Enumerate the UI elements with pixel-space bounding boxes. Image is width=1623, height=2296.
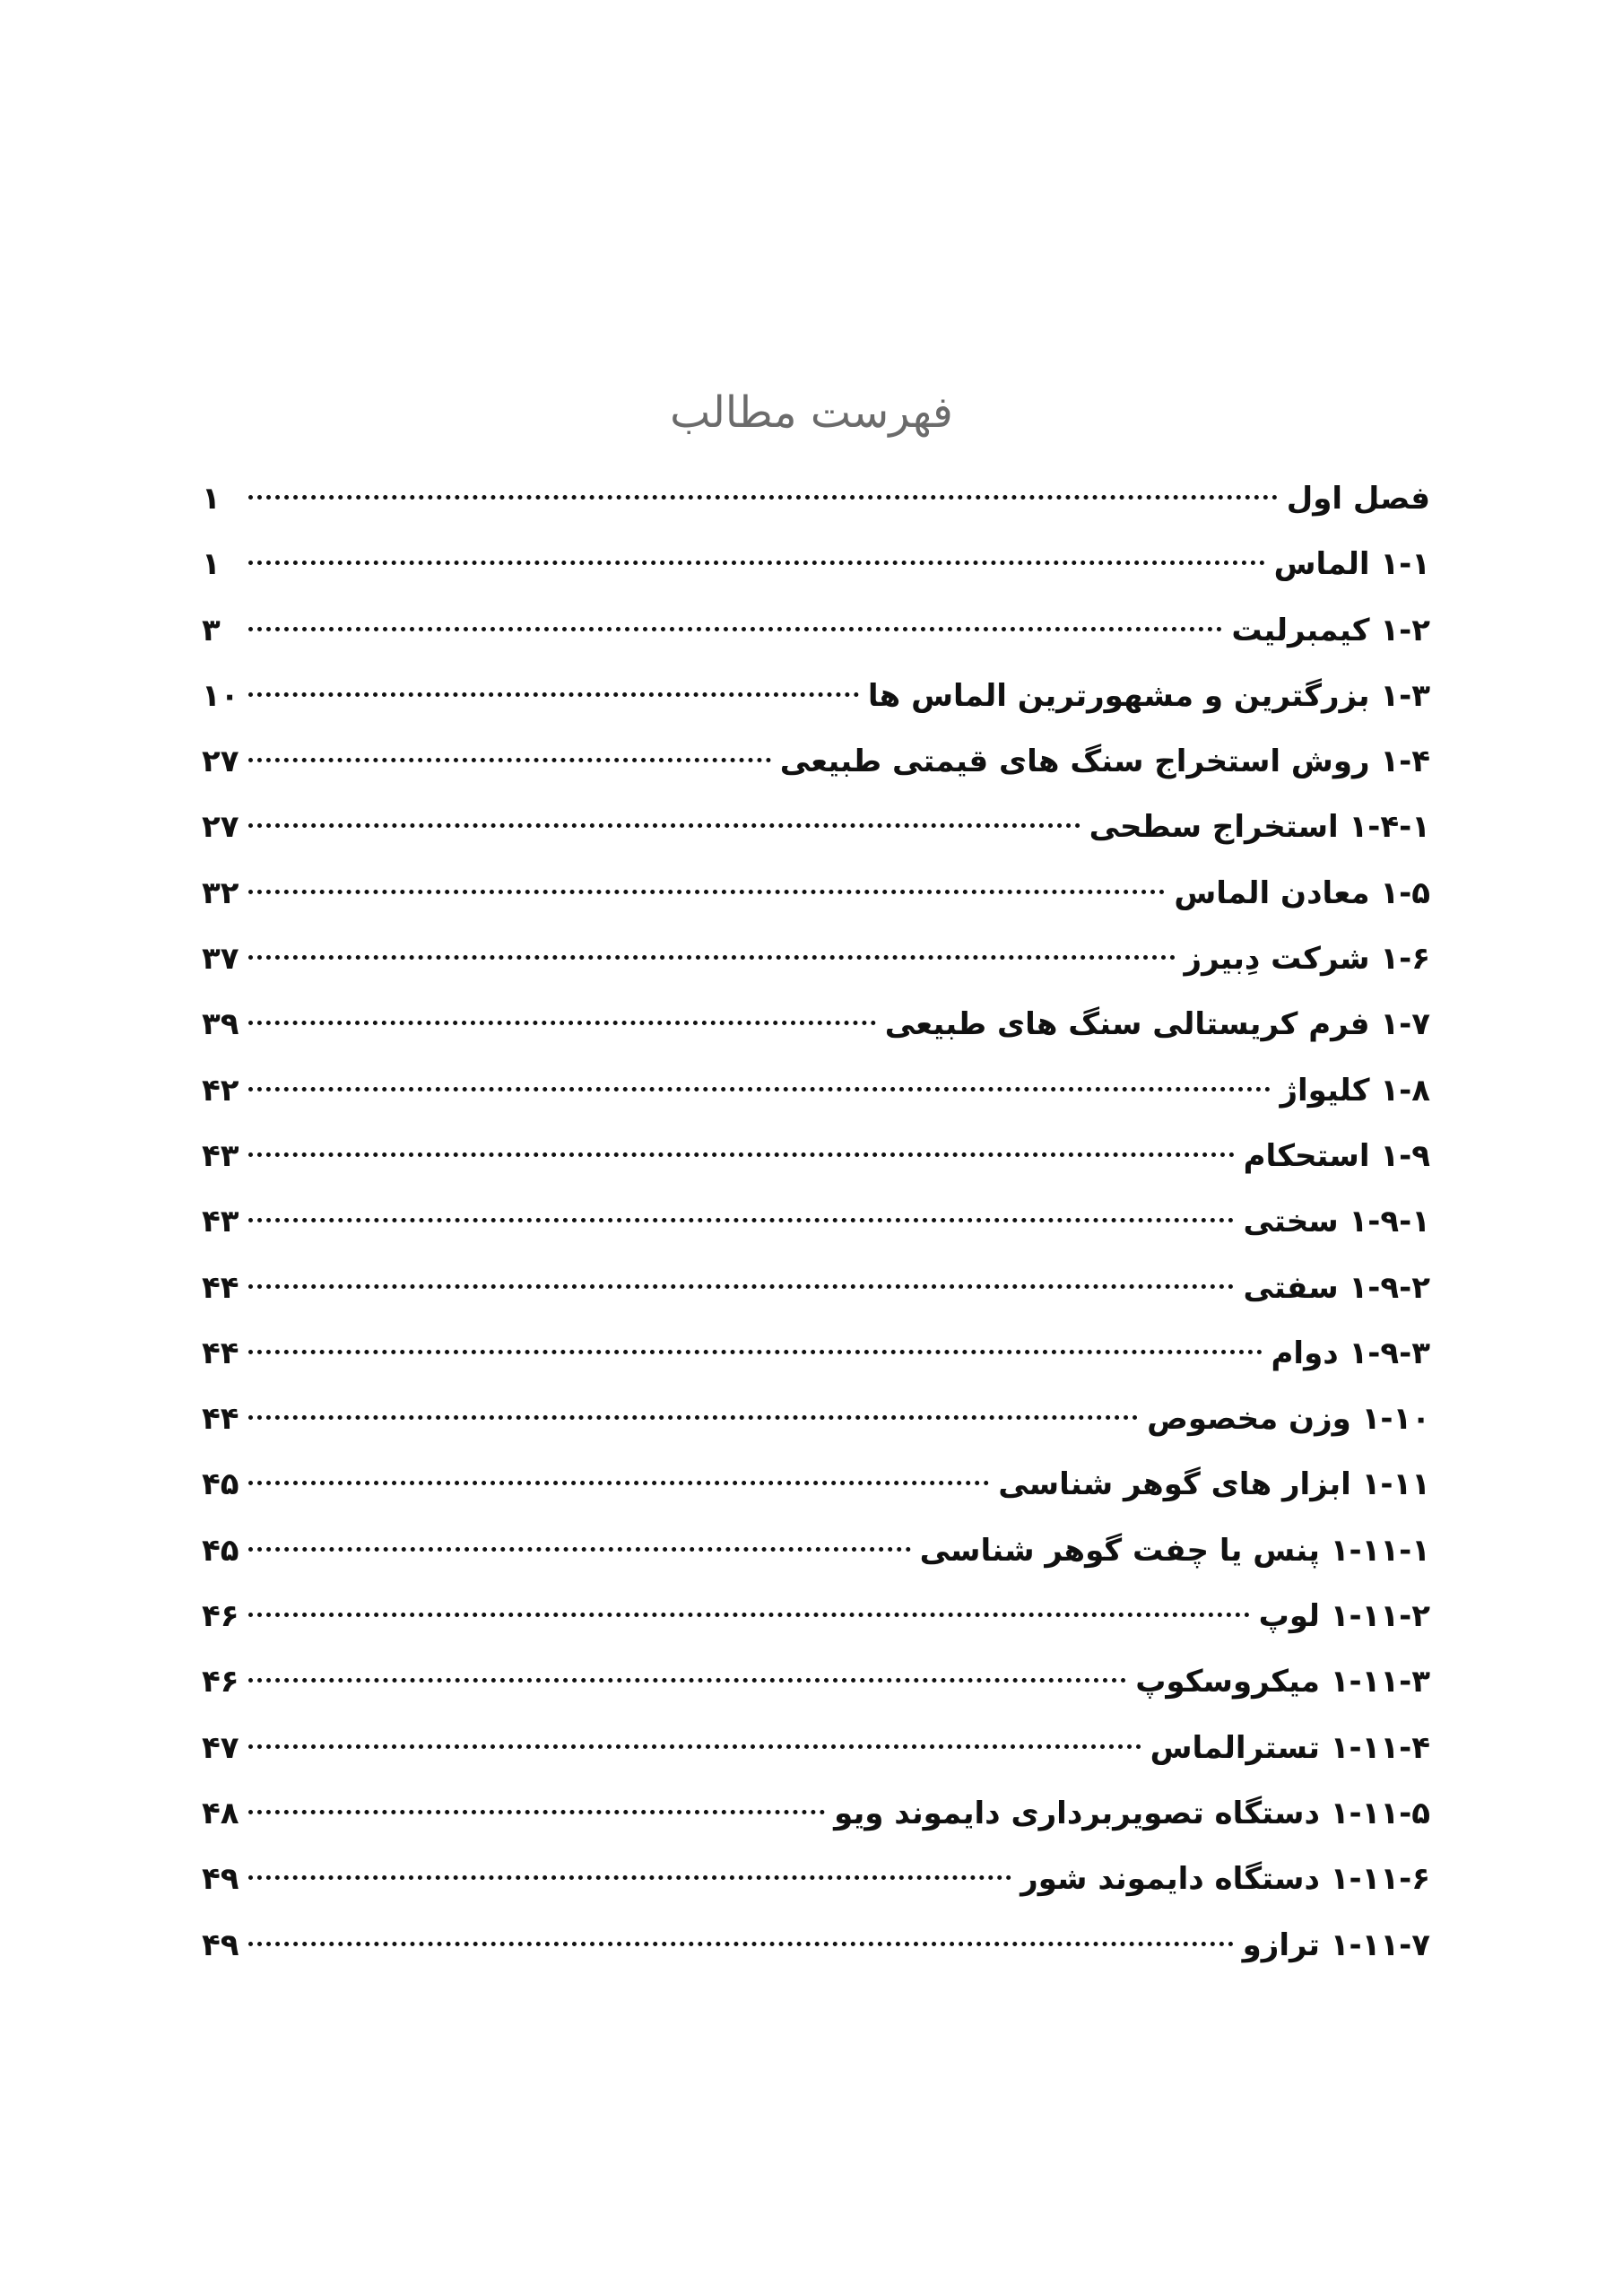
toc-entry-label: ۱-۹ استحکام	[1243, 1137, 1430, 1174]
toc-entry-page-number: ۴۹	[202, 1926, 239, 1963]
toc-entry-label: ۱-۳ بزرگترین و مشهورترین الماس ها	[867, 677, 1430, 714]
toc-entry-page-number: ۴۳	[202, 1137, 239, 1174]
dot-leader	[248, 561, 1265, 565]
toc-entry-label: ۱-۲ کیمبرلیت	[1231, 612, 1430, 648]
dot-leader	[248, 1875, 1011, 1880]
dot-leader	[248, 692, 859, 697]
dot-leader	[248, 955, 1176, 960]
toc-entry[interactable]	[202, 1518, 1430, 1584]
toc-entry-label: ۱-۱۱ ابزار های گوهر شناسی	[998, 1466, 1430, 1503]
dot-leader	[248, 1810, 825, 1814]
toc-entry[interactable]	[202, 664, 1430, 729]
dot-leader	[248, 1942, 1234, 1946]
toc-entry[interactable]	[202, 1256, 1430, 1321]
toc-entry-page-number: ۳۷	[202, 941, 239, 978]
toc-entry-page-number: ۴۹	[202, 1861, 239, 1898]
dot-leader	[248, 1087, 1271, 1091]
toc-entry-page-number: ۴۴	[202, 1401, 239, 1438]
toc-entry-page-number: ۴۳	[202, 1204, 239, 1240]
dot-leader	[248, 1744, 1141, 1749]
toc-entry[interactable]	[202, 598, 1430, 664]
dot-leader	[248, 495, 1278, 500]
toc-entry-label: فصل اول	[1286, 481, 1430, 517]
toc-entry-page-number: ۴۶	[202, 1664, 239, 1700]
toc-entry[interactable]	[202, 1913, 1430, 1979]
toc-entry-page-number: ۱	[202, 546, 221, 583]
toc-entry[interactable]	[202, 1189, 1430, 1255]
dot-leader	[248, 1613, 1250, 1617]
dot-leader	[248, 1547, 911, 1552]
toc-entry-label: ۱-۴-۱ استخراج سطحی	[1089, 809, 1430, 846]
dot-leader	[248, 758, 771, 762]
toc-entry-label: ۱-۱۱-۵ دستگاه تصویربرداری دایموند ویو	[834, 1795, 1430, 1831]
toc-entry[interactable]	[202, 1058, 1430, 1124]
toc-title: فهرست مطالب	[670, 387, 953, 438]
dot-leader	[248, 1021, 876, 1025]
toc-entry-label: ۱-۱۱-۱ پنس یا چفت گوهر شناسی	[919, 1532, 1430, 1569]
dot-leader	[248, 1415, 1138, 1420]
dot-leader	[248, 823, 1081, 828]
toc-entry-label: ۱-۱۰ وزن مخصوص	[1147, 1401, 1430, 1438]
toc-entry-label: ۱-۱۱-۶ دستگاه دایموند شور	[1020, 1861, 1430, 1898]
toc-entry-label: ۱-۴ روش استخراج سنگ های قیمتی طبیعی	[779, 744, 1430, 780]
toc-entry-page-number: ۳۲	[202, 874, 239, 911]
dot-leader	[248, 890, 1165, 894]
toc-entry-label: ۱-۶ شرکت دِبیرز	[1184, 941, 1430, 978]
toc-entry-label: ۱-۷ فرم کریستالی سنگ های طبیعی	[884, 1006, 1430, 1043]
toc-entry[interactable]	[202, 1649, 1430, 1715]
toc-entry-page-number: ۴۵	[202, 1466, 239, 1503]
toc-entry-label: ۱-۹-۳ دوام	[1271, 1335, 1430, 1371]
toc-entry-label: ۱-۱۱-۲ لوپ	[1258, 1598, 1430, 1635]
toc-entry-label: ۱-۹-۱ سختی	[1243, 1204, 1430, 1240]
toc-entry-page-number: ۴۸	[202, 1795, 239, 1831]
toc-entry-page-number: ۴۲	[202, 1072, 239, 1109]
toc-entry[interactable]	[202, 992, 1430, 1057]
toc-entry[interactable]	[202, 532, 1430, 597]
toc-entry[interactable]	[202, 1321, 1430, 1387]
dot-leader	[248, 1678, 1126, 1683]
toc-list	[202, 466, 1430, 1979]
toc-entry[interactable]	[202, 795, 1430, 860]
toc-entry-page-number: ۴۴	[202, 1335, 239, 1371]
dot-leader	[248, 1481, 989, 1485]
toc-entry-label: ۱-۱ الماس	[1273, 546, 1430, 583]
toc-entry[interactable]	[202, 1584, 1430, 1649]
toc-entry[interactable]	[202, 1716, 1430, 1781]
toc-entry-page-number: ۴۴	[202, 1269, 239, 1306]
toc-entry[interactable]	[202, 1124, 1430, 1189]
toc-entry-page-number: ۴۷	[202, 1729, 239, 1766]
toc-entry-page-number: ۴۶	[202, 1598, 239, 1635]
dot-leader	[248, 1350, 1263, 1354]
toc-entry[interactable]	[202, 926, 1430, 992]
toc-entry-page-number: ۱۰	[202, 677, 239, 714]
toc-entry-label: ۱-۵ معادن الماس	[1174, 874, 1430, 911]
toc-entry[interactable]	[202, 1847, 1430, 1912]
toc-entry[interactable]	[202, 1452, 1430, 1518]
dot-leader	[248, 627, 1222, 631]
toc-entry-label: ۱-۱۱-۷ ترازو	[1242, 1926, 1430, 1963]
toc-entry[interactable]	[202, 1387, 1430, 1452]
toc-entry-page-number: ۲۷	[202, 744, 239, 780]
toc-entry-page-number: ۴۵	[202, 1532, 239, 1569]
dot-leader	[248, 1152, 1235, 1157]
toc-entry[interactable]	[202, 861, 1430, 926]
toc-entry[interactable]	[202, 466, 1430, 532]
toc-entry-label: ۱-۱۱-۴ تسترالماس	[1150, 1729, 1430, 1766]
toc-entry-label: ۱-۱۱-۳ میکروسکوپ	[1135, 1664, 1430, 1700]
toc-entry[interactable]	[202, 729, 1430, 795]
toc-entry-page-number: ۳	[202, 612, 221, 648]
toc-entry-label: ۱-۸ کلیواژ	[1280, 1072, 1430, 1109]
toc-entry-page-number: ۳۹	[202, 1006, 239, 1043]
toc-entry-page-number: ۱	[202, 481, 221, 517]
toc-entry-page-number: ۲۷	[202, 809, 239, 846]
dot-leader	[248, 1284, 1234, 1289]
dot-leader	[248, 1218, 1234, 1222]
toc-entry[interactable]	[202, 1781, 1430, 1847]
toc-entry-label: ۱-۹-۲ سفتی	[1243, 1269, 1430, 1306]
